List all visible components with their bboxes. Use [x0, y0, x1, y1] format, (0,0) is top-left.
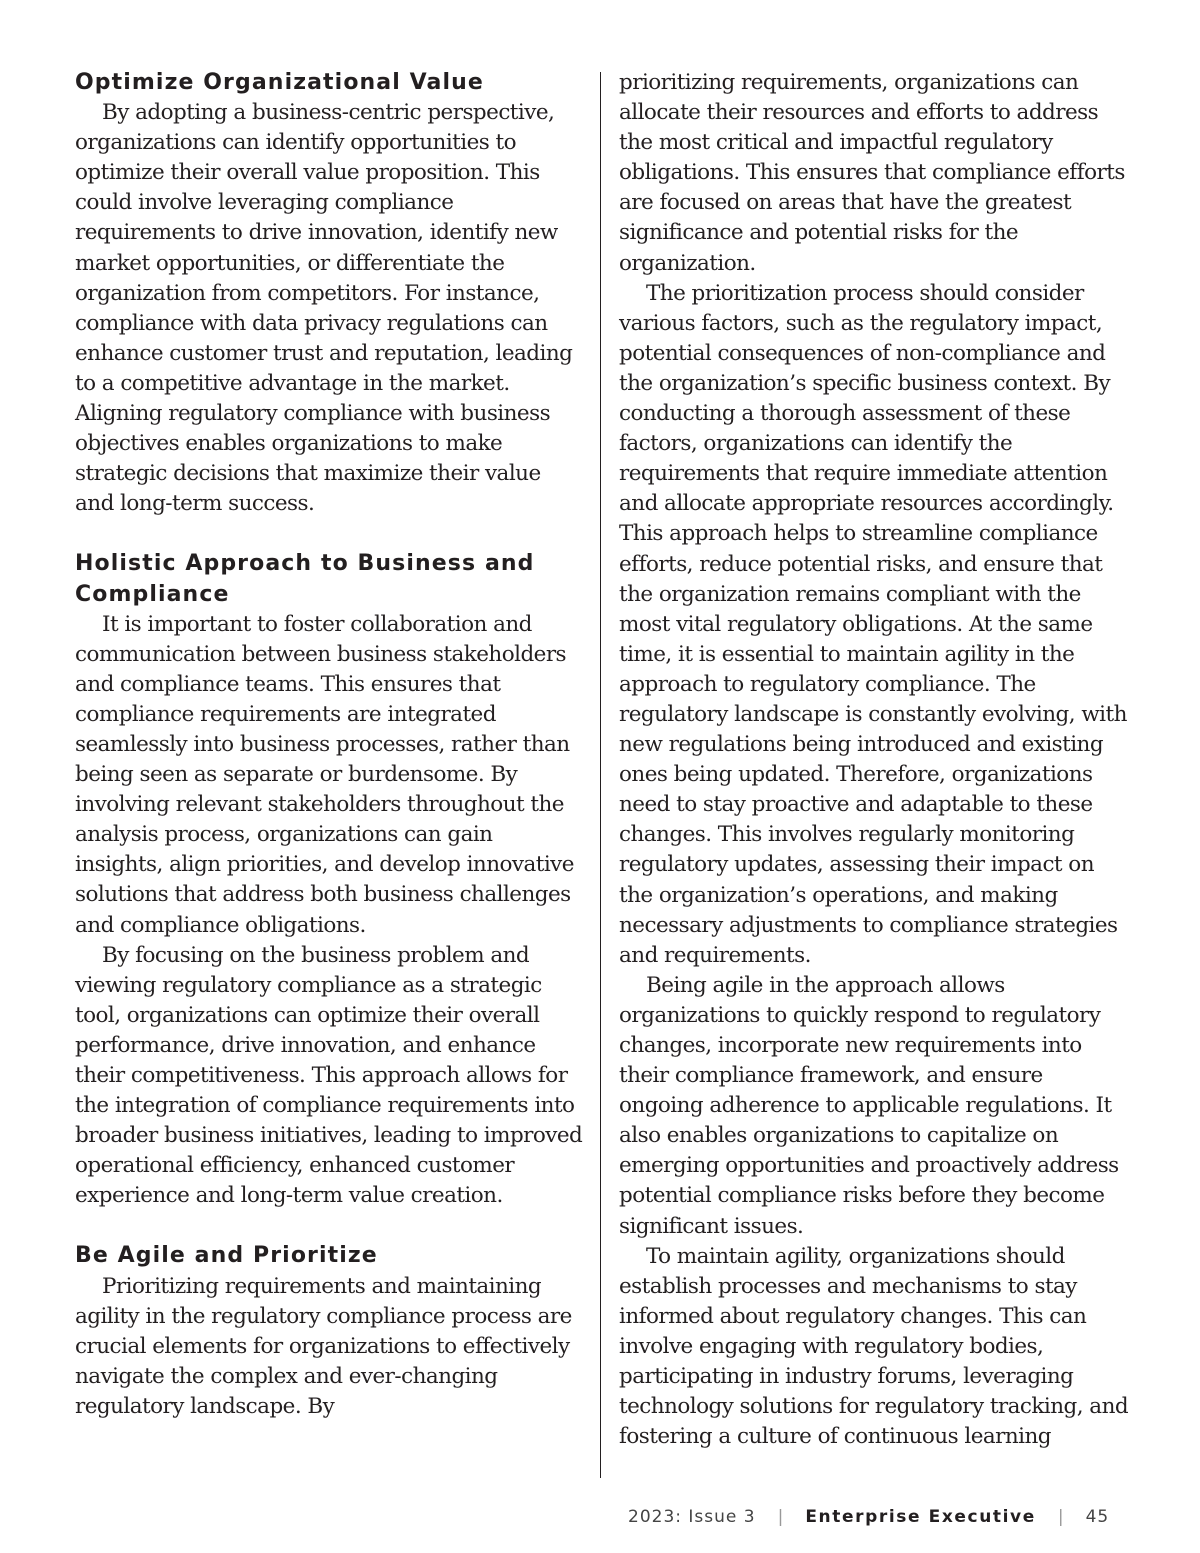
publication-name: Enterprise Executive — [805, 1507, 1036, 1527]
section-heading: Holistic Approach to Business and Compliance — [75, 551, 535, 607]
body-paragraph: To maintain agility, organizations should establish processes and mechanisms to stay informed about regulatory changes. This can involve engaging with regulatory bodies, participating in industry forums, leveraging technology solutions for regulatory tracking, and fostering a culture of continuous learning — [619, 1243, 1129, 1450]
body-paragraph: By focusing on the business problem and viewing regulatory compliance as a strategic tool, organizations can optimize their overall performance, drive innovation, and enhance their competitiveness. This approach allows for the integration of compliance requirements into broader business initiatives, leading to improved operational efficiency, enhanced customer experience and long-term value creation. — [75, 942, 583, 1209]
page-footer — [628, 1504, 1128, 1530]
column-divider — [600, 72, 601, 1478]
page-number: 45 — [1085, 1507, 1110, 1527]
section-heading: Optimize Organizational Value — [75, 70, 484, 95]
footer-separator: | — [1057, 1507, 1064, 1527]
right-column — [619, 68, 1129, 1452]
body-paragraph-continued: prioritizing requirements, organizations can allocate their resources and efforts to address the most critical and impactful regulatory obligations. This ensures that compliance efforts are focused on areas that have the greatest significance and potential risks for the organization. — [619, 70, 1125, 276]
body-paragraph: It is important to foster collaboration and communication between business stakeholders and compliance teams. This ensures that compliance requirements are integrated seamlessly into business processes, rather than being seen as separate or burdensome. By involving relevant stakeholders throughout the analysis process, organizations can gain insights, align priorities, and develop innovative solutions that address both business challenges and compliance obligations. — [75, 611, 574, 938]
body-paragraph: The prioritization process should consider various factors, such as the regulatory impact, potential consequences of non-compliance and the organization’s specific business context. By conducting a thorough assessment of these factors, organizations can identify the requirements that require immediate attention and allocate appropriate resources accordingly. This approach helps to streamline compliance efforts, reduce potential risks, and ensure that the organization remains compliant with the most vital regulatory obligations. At the same time, it is essential to maintain agility in the approach to regulatory compliance. The regulatory landscape is constantly evolving, with new regulations being introduced and existing ones being updated. Therefore, organizations need to stay proactive and adaptable to these changes. This involves regularly monitoring regulatory updates, assessing their impact on the organization’s operations, and making necessary adjustments to compliance strategies and requirements. — [619, 280, 1127, 968]
body-paragraph: Being agile in the approach allows organizations to quickly respond to regulatory changes, incorporate new requirements into their compliance framework, and ensure ongoing adherence to applicable regulations. It also enables organizations to capitalize on emerging opportunities and proactively address potential compliance risks before they become significant issues. — [619, 972, 1119, 1239]
footer-separator: | — [777, 1507, 784, 1527]
left-column — [75, 68, 585, 1422]
section-heading: Be Agile and Prioritize — [75, 1243, 378, 1269]
issue-label: 2023: Issue 3 — [628, 1507, 756, 1527]
body-paragraph: By adopting a business-centric perspective, organizations can identify opportunities to optimize their overall value proposition. This could involve leveraging compliance requirements to drive innovation, identify new market opportunities, or differentiate the organization from competitors. For instance, compliance with data privacy regulations can enhance customer trust and reputation, leading to a competitive advantage in the market. Aligning regulatory compliance with business objectives enables organizations to make strategic decisions that maximize their value and long-term success. — [75, 100, 573, 517]
body-paragraph: Prioritizing requirements and maintaining agility in the regulatory compliance process are crucial elements for organizations to effectively navigate the complex and ever-changing regulatory landscape. By — [75, 1273, 572, 1419]
